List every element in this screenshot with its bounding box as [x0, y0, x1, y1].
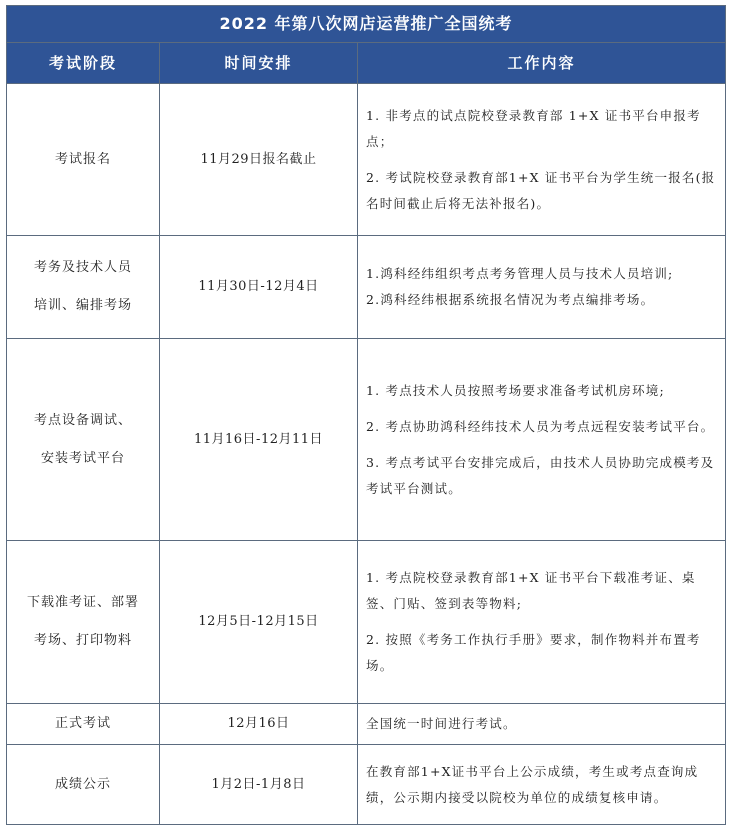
time-cell: 1月2日-1月8日 [160, 745, 358, 825]
exam-schedule-document [6, 5, 725, 825]
stage-cell [7, 339, 160, 541]
table-row [7, 704, 726, 745]
title-row [7, 6, 726, 43]
stage-cell [7, 704, 160, 745]
content-item: 2. 考试院校登录教育部1+X 证书平台为学生统一报名(报名时间截止后将无法补报名)。 [366, 169, 716, 211]
stage-text: 考场、打印物料 [33, 633, 132, 648]
stage-text: 培训、编排考场 [33, 298, 132, 313]
content-cell [358, 704, 726, 745]
content-item: 2. 按照《考务工作执行手册》要求，制作物料并布置考场。 [366, 632, 701, 673]
stage-text: 考点设备调试、 [33, 412, 132, 428]
table-row [7, 745, 726, 825]
time-cell: 12月5日-12月15日 [160, 541, 358, 704]
content-item: 1. 非考点的试点院校登录教育部 1+X 证书平台申报考点； [366, 107, 701, 149]
table-row [7, 84, 726, 236]
content-item: 1.鸿科经纬组织考点考务管理人员与技术人员培训; [366, 266, 674, 281]
time-cell: 11月29日报名截止 [160, 84, 358, 236]
content-cell [358, 236, 726, 339]
time-cell: 12月16日 [160, 704, 358, 745]
stage-cell [7, 84, 160, 236]
stage-cell [7, 541, 160, 704]
content-cell [358, 745, 726, 825]
content-item: 在教育部1+X证书平台上公示成绩，考生或考点查询成绩，公示期内接受以院校为单位的成绩复核申请。 [366, 763, 699, 805]
table-row [7, 236, 726, 339]
table-row [7, 339, 726, 541]
content-cell [358, 541, 726, 704]
stage-text: 考试报名 [54, 151, 111, 167]
stage-text: 下载准考证、部署 [26, 595, 139, 610]
content-item: 1. 考点院校登录教育部1+X 证书平台下载准考证、桌签、门贴、签到表等物料; [366, 570, 696, 611]
stage-text: 考务及技术人员 [33, 260, 132, 275]
stage-text: 安装考试平台 [40, 450, 125, 466]
content-cell [358, 84, 726, 236]
table-row [7, 541, 726, 704]
stage-text: 正式考试 [54, 716, 111, 731]
stage-cell [7, 236, 160, 339]
content-item: 1. 考点技术人员按照考场要求准备考试机房环境; [366, 382, 665, 398]
header-time: 时间安排 [160, 43, 358, 84]
content-item: 全国统一时间进行考试。 [366, 716, 517, 731]
header-stage: 考试阶段 [7, 43, 160, 84]
time-cell: 11月30日-12月4日 [160, 236, 358, 339]
header-content: 工作内容 [358, 43, 726, 84]
content-item: 2. 考点协助鸿科经纬技术人员为考点远程安装考试平台。 [366, 418, 715, 434]
table-title: 2022 年第八次网店运营推广全国统考 [7, 6, 726, 43]
content-item: 2.鸿科经纬根据系统报名情况为考点编排考场。 [366, 292, 655, 307]
time-cell: 11月16日-12月11日 [160, 339, 358, 541]
header-row [7, 43, 726, 84]
stage-cell [7, 745, 160, 825]
stage-text: 成绩公示 [54, 776, 111, 792]
exam-schedule-table [6, 5, 726, 825]
content-cell [358, 339, 726, 541]
content-item: 3. 考点考试平台安排完成后，由技术人员协助完成模考及考试平台测试。 [366, 454, 715, 496]
